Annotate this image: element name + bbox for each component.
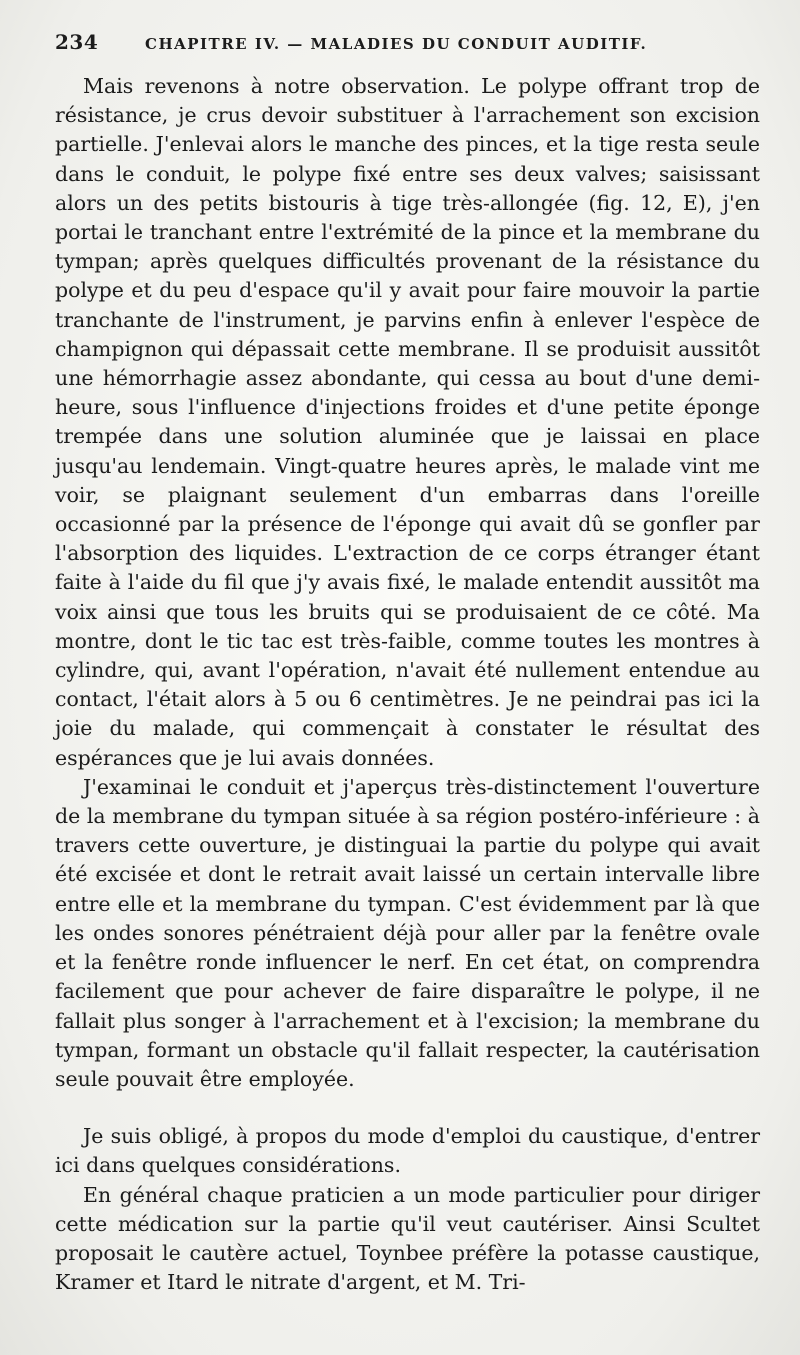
running-head bbox=[55, 30, 760, 64]
paragraph: Mais revenons à notre observation. Le polype offrant trop de résistance, je crus devoir substituer à l'arrachement son excision partielle. J'enlevai alors le manche des pinces, et la tige resta seule dans le conduit, le polype fixé entre ses deux valves; saisissant alors un des petits bistouris à tige très-allongée (fig. 12, E), j'en portai le tranchant entre l'extrémité de la pince et la membrane du tympan; après quelques difficultés provenant de la résistance du polype et du peu d'espace qu'il y avait pour faire mouvoir la partie tranchante de l'instrument, je parvins enfin à enlever l'espèce de champignon qui dépassait cette membrane. Il se produisit aussitôt une hémorrhagie assez abondante, qui cessa au bout d'une demi-heure, sous l'influence d'injections froides et d'une petite éponge trempée dans une solution aluminée que je laissai en place jusqu'au lendemain. Vingt-quatre heures après, le malade vint me voir, se plaignant seulement d'un embarras dans l'oreille occasionné par la présence de l'éponge qui avait dû se gonfler par l'absorption des liquides. L'extraction de ce corps étranger étant faite à l'aide du fil que j'y avais fixé, le malade entendit aussitôt ma voix ainsi que tous les bruits qui se produisaient de ce côté. Ma montre, dont le tic tac est très-faible, comme toutes les montres à cylindre, qui, avant l'opération, n'avait été nullement entendue au contact, l'était alors à 5 ou 6 centimètres. Je ne peindrai pas ici la joie du malade, qui commençait à constater le résultat des espérances que je lui avais données. bbox=[55, 74, 760, 770]
page-number: 234 bbox=[55, 30, 99, 54]
chapter-title: CHAPITRE IV. — MALADIES DU CONDUIT AUDITIF. bbox=[145, 35, 648, 53]
paragraph: Je suis obligé, à propos du mode d'emploi du caustique, d'entrer ici dans quelques considérations. bbox=[55, 1124, 760, 1178]
paragraph: J'examinai le conduit et j'aperçus très-distinctement l'ouverture de la membrane du tympan située à sa région postéro-inférieure : à travers cette ouverture, je distinguai la partie du polype qui avait été excisée et dont le retrait avait laissé un certain intervalle libre entre elle et la membrane du tympan. C'est évidemment par là que les ondes sonores pénétraient déjà pour aller par la fenêtre ovale et la fenêtre ronde influencer le nerf. En cet état, on comprendra facilement que pour achever de faire disparaître le polype, il ne fallait plus songer à l'arrachement et à l'excision; la membrane du tympan, formant un obstacle qu'il fallait respecter, la cautérisation seule pouvait être employée. bbox=[55, 774, 760, 1091]
paragraph: En général chaque praticien a un mode particulier pour diriger cette médication sur la partie qu'il veut cautériser. Ainsi Scultet proposait le cautère actuel, Toynbee préfère la potasse caustique, Kramer et Itard le nitrate d'argent, et M. Tri- bbox=[55, 1182, 760, 1295]
page-body bbox=[55, 72, 760, 1297]
